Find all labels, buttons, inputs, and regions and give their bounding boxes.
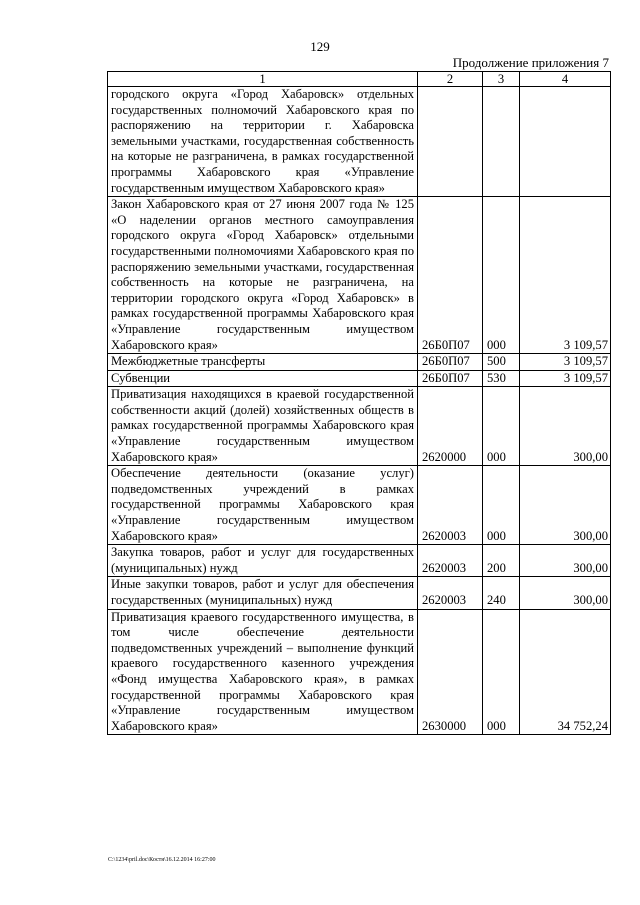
row-description: Закон Хабаровского края от 27 июня 2007 года № 125 «О наделении органов местного самоуправления городского округа «Город Хабаровск» отдельными государственными полномочиями Хабаровского края по распоряжению земельными участками, государственная собственность на которые не разграничена, на территории городского округа «Город Хабаровск» в рамках государственной программы Хабаровского края «Управление государственным имуществом Хабаровского края» [108,197,418,354]
table-row [108,354,611,371]
row-amount: 300,00 [520,387,611,466]
column-header: 2 [418,72,483,87]
footer-file-path: C:\1234\pril.doc\Костя\16.12.2014 16:27:00 [108,857,216,863]
row-expense-type: 500 [483,354,520,371]
row-amount: 3 109,57 [520,197,611,354]
row-amount: 300,00 [520,545,611,577]
row-target-code: 26Б0П07 [418,197,483,354]
column-header: 1 [108,72,418,87]
table-row [108,370,611,387]
table-row [108,387,611,466]
continuation-caption: Продолжение приложения 7 [452,55,609,70]
row-expense-type: 200 [483,545,520,577]
table-row [108,87,611,197]
row-description: Закупка товаров, работ и услуг для государственных (муниципальных) нужд [108,545,418,577]
row-description: Приватизация находящихся в краевой государственной собственности акций (долей) хозяйственных обществ в рамках государственной программы Хабаровского края «Управление государственным имуществом Хабаровского края» [108,387,418,466]
row-description: Иные закупки товаров, работ и услуг для обеспечения государственных (муниципальных) нужд [108,577,418,609]
table-row [108,466,611,545]
row-description: Обеспечение деятельности (оказание услуг) подведомственных учреждений в рамках государственной программы Хабаровского края «Управление государственным имуществом Хабаровского края» [108,466,418,545]
row-amount [520,87,611,197]
budget-table [107,71,611,735]
table-row [108,577,611,609]
row-target-code: 26Б0П07 [418,370,483,387]
row-expense-type [483,87,520,197]
row-description: Субвенции [108,370,418,387]
row-target-code: 2620003 [418,466,483,545]
row-description: Приватизация краевого государственного имущества, в том числе обеспечение деятельности подведомственных учреждений – выполнение функций краевого государственного казенного учреждения «Фонд имущества Хабаровского края», в рамках государственной программы Хабаровского края «Управление государственным имуществом Хабаровского края» [108,609,418,735]
row-amount: 3 109,57 [520,370,611,387]
table-row [108,609,611,735]
row-amount: 34 752,24 [520,609,611,735]
page-number: 129 [310,39,330,54]
row-amount: 300,00 [520,466,611,545]
row-target-code: 2620003 [418,577,483,609]
row-target-code: 26Б0П07 [418,354,483,371]
row-expense-type: 000 [483,609,520,735]
row-expense-type: 000 [483,197,520,354]
table-row [108,545,611,577]
row-target-code: 2630000 [418,609,483,735]
row-description: Межбюджетные трансферты [108,354,418,371]
row-amount: 300,00 [520,577,611,609]
row-description: городского округа «Город Хабаровск» отдельных государственных полномочий Хабаровского края по распоряжению на территории г. Хабаровска земельными участками, государственная собственность на которые не разграничена, в рамках государственной программы Хабаровского края «Управление государственным имуществом Хабаровского края» [108,87,418,197]
row-target-code: 2620000 [418,387,483,466]
table-row [108,197,611,354]
row-expense-type: 000 [483,387,520,466]
row-expense-type: 000 [483,466,520,545]
row-target-code [418,87,483,197]
column-header: 4 [520,72,611,87]
row-amount: 3 109,57 [520,354,611,371]
row-expense-type: 240 [483,577,520,609]
row-target-code: 2620003 [418,545,483,577]
column-header: 3 [483,72,520,87]
table-header-row [108,72,611,87]
row-expense-type: 530 [483,370,520,387]
